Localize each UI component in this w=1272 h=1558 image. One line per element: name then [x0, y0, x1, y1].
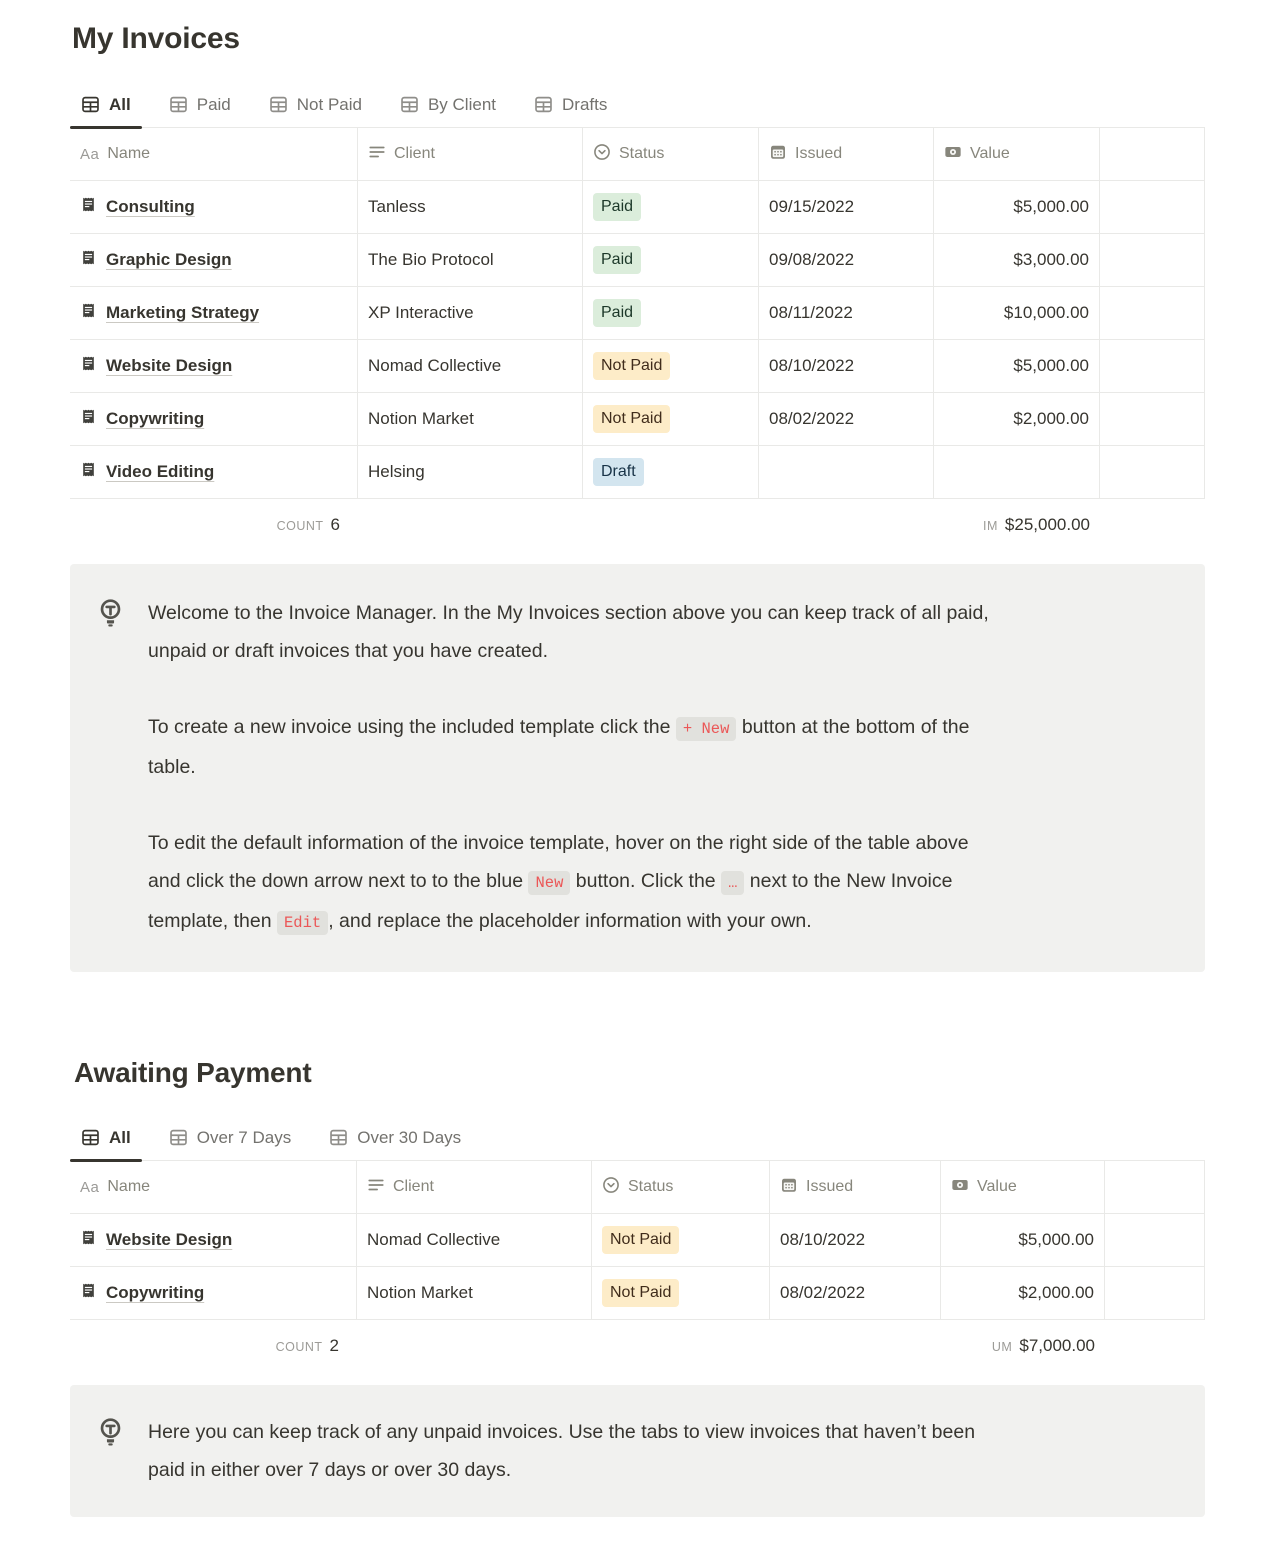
client-cell[interactable]: Nomad Collective	[357, 1214, 592, 1266]
column-header-name[interactable]: Aa Name	[70, 1161, 357, 1213]
callout-text	[148, 594, 998, 942]
value-cell[interactable]: $2,000.00	[934, 393, 1100, 445]
empty-cell[interactable]	[1100, 446, 1205, 498]
status-tag[interactable]: Draft	[593, 458, 644, 486]
invoices-table	[70, 128, 1205, 551]
welcome-callout	[70, 564, 1205, 972]
table-view-icon	[400, 95, 419, 114]
column-header-name[interactable]: Aa Name	[70, 128, 358, 180]
issued-cell[interactable]: 08/11/2022	[759, 287, 934, 339]
client-cell[interactable]: Notion Market	[357, 1267, 592, 1319]
callout-text	[148, 1413, 998, 1489]
status-cell[interactable]	[583, 446, 759, 498]
count-aggregate[interactable]: COUNT 6	[276, 515, 340, 534]
tab-label: Drafts	[562, 94, 608, 114]
status-tag[interactable]: Not Paid	[602, 1279, 679, 1307]
client-cell[interactable]: Nomad Collective	[358, 340, 583, 392]
receipt-icon	[80, 461, 97, 483]
money-property-icon	[951, 1176, 969, 1199]
value-cell[interactable]: $3,000.00	[934, 234, 1100, 286]
column-header-client[interactable]: Client	[358, 128, 583, 180]
lightbulb-icon	[97, 598, 124, 627]
count-aggregate[interactable]: COUNT 2	[275, 1336, 339, 1355]
invoice-page-link[interactable]: Website Design	[106, 1230, 233, 1249]
name-cell[interactable]	[70, 1214, 357, 1266]
empty-cell[interactable]	[1100, 340, 1205, 392]
tab-over-7-days[interactable]	[158, 1115, 302, 1160]
awaiting-table-header	[70, 1161, 1205, 1214]
column-header-status[interactable]: Status	[583, 128, 759, 180]
receipt-icon	[80, 408, 97, 430]
tab-all[interactable]	[70, 82, 142, 127]
column-header-empty[interactable]	[1105, 1161, 1205, 1213]
callout-paragraph: To edit the default information of the invoice template, hover on the right side of the table above and click the down arrow next to to the blue New button. Click the … next to the New Invoice template, then Edit , and replace the placeholder information with your own.	[148, 824, 998, 942]
table-view-icon	[534, 95, 553, 114]
table-view-icon	[169, 95, 188, 114]
receipt-icon	[80, 249, 97, 271]
tab-all[interactable]	[70, 1115, 142, 1160]
issued-cell[interactable]: 08/10/2022	[759, 340, 934, 392]
text-property-icon	[368, 143, 386, 166]
table-row	[70, 340, 1205, 393]
value-cell[interactable]: $2,000.00	[941, 1267, 1105, 1319]
invoice-page-link[interactable]: Graphic Design	[106, 250, 232, 269]
value-cell[interactable]: $10,000.00	[934, 287, 1100, 339]
column-header-issued[interactable]: Issued	[759, 128, 934, 180]
ellipsis-code: …	[721, 871, 744, 895]
receipt-icon	[80, 302, 97, 324]
tab-label: By Client	[427, 94, 496, 114]
tab-by-client[interactable]	[389, 82, 507, 127]
sum-aggregate[interactable]: IM $25,000.00	[983, 515, 1090, 534]
name-cell[interactable]	[70, 340, 358, 392]
receipt-icon	[80, 355, 97, 377]
calendar-property-icon	[769, 143, 787, 166]
status-cell[interactable]	[583, 287, 759, 339]
status-tag[interactable]: Paid	[593, 299, 641, 327]
value-cell[interactable]: $5,000.00	[941, 1214, 1105, 1266]
tab-over-30-days[interactable]	[318, 1115, 472, 1160]
column-header-value[interactable]: Value	[941, 1161, 1105, 1213]
empty-cell[interactable]	[1100, 287, 1205, 339]
status-tag[interactable]: Not Paid	[602, 1226, 679, 1254]
name-cell[interactable]	[70, 234, 358, 286]
invoice-page-link[interactable]: Consulting	[106, 197, 195, 216]
status-cell[interactable]	[583, 234, 759, 286]
column-header-value[interactable]: Value	[934, 128, 1100, 180]
aggregate-row	[70, 1320, 1205, 1372]
table-row	[70, 181, 1205, 234]
table-view-icon	[169, 1128, 188, 1147]
table-row	[70, 287, 1205, 340]
text-property-icon	[367, 1176, 385, 1199]
table-view-icon	[269, 95, 288, 114]
status-cell[interactable]	[583, 393, 759, 445]
issued-cell[interactable]: 09/15/2022	[759, 181, 934, 233]
table-row	[70, 393, 1205, 446]
name-cell[interactable]	[70, 393, 358, 445]
callout-paragraph: Welcome to the Invoice Manager. In the My Invoices section above you can keep track of all paid, unpaid or draft invoices that you have created.	[148, 602, 989, 662]
select-property-icon	[593, 143, 611, 166]
section-title-awaiting-payment: Awaiting Payment	[74, 1057, 312, 1088]
invoice-page-link[interactable]: Marketing Strategy	[106, 303, 260, 322]
client-cell[interactable]: Helsing	[358, 446, 583, 498]
status-tag[interactable]: Not Paid	[593, 405, 670, 433]
client-cell[interactable]: Tanless	[358, 181, 583, 233]
tab-label: All	[109, 1127, 131, 1147]
empty-cell[interactable]	[1105, 1267, 1205, 1319]
awaiting-callout	[70, 1385, 1205, 1517]
value-cell[interactable]: $5,000.00	[934, 340, 1100, 392]
awaiting-table	[70, 1161, 1205, 1372]
value-cell[interactable]	[934, 446, 1100, 498]
name-cell[interactable]	[70, 181, 358, 233]
tab-paid[interactable]	[158, 82, 242, 127]
name-cell[interactable]	[70, 446, 358, 498]
tab-label: Over 30 Days	[357, 1127, 462, 1147]
lightbulb-icon	[97, 1417, 124, 1446]
receipt-icon	[80, 1282, 97, 1304]
status-cell[interactable]	[592, 1214, 770, 1266]
table-view-icon	[81, 95, 100, 114]
issued-cell[interactable]: 09/08/2022	[759, 234, 934, 286]
empty-cell[interactable]	[1100, 393, 1205, 445]
sum-aggregate[interactable]: UM $7,000.00	[991, 1336, 1095, 1355]
awaiting-view-tabs	[70, 1115, 1205, 1161]
name-cell[interactable]	[70, 1267, 357, 1319]
invoice-page-link[interactable]: Copywriting	[106, 1283, 205, 1302]
tab-label: Over 7 Days	[196, 1127, 292, 1147]
column-header-status[interactable]: Status	[592, 1161, 770, 1213]
name-cell[interactable]	[70, 287, 358, 339]
value-cell[interactable]: $5,000.00	[934, 181, 1100, 233]
table-view-icon	[81, 1128, 100, 1147]
status-cell[interactable]	[583, 181, 759, 233]
select-property-icon	[602, 1176, 620, 1199]
tab-label: Not Paid	[296, 94, 362, 114]
invoice-page-link[interactable]: Copywriting	[106, 409, 205, 428]
money-property-icon	[944, 143, 962, 166]
empty-cell[interactable]	[1100, 181, 1205, 233]
status-cell[interactable]	[592, 1267, 770, 1319]
issued-cell[interactable]	[759, 446, 934, 498]
status-tag[interactable]: Paid	[593, 193, 641, 221]
table-row	[70, 234, 1205, 287]
title-property-icon: Aa	[80, 1178, 100, 1196]
aggregate-row	[70, 499, 1205, 551]
column-header-issued[interactable]: Issued	[770, 1161, 941, 1213]
empty-cell[interactable]	[1100, 234, 1205, 286]
edit-code: Edit	[277, 911, 328, 935]
page-title: My Invoices	[72, 22, 240, 55]
invoice-page-link[interactable]: Video Editing	[106, 462, 215, 481]
issued-cell[interactable]: 08/02/2022	[770, 1267, 941, 1319]
issued-cell[interactable]: 08/10/2022	[770, 1214, 941, 1266]
client-cell[interactable]: The Bio Protocol	[358, 234, 583, 286]
tab-drafts[interactable]	[523, 82, 618, 127]
table-row	[70, 446, 1205, 499]
title-property-icon: Aa	[80, 145, 100, 163]
new-button-code: + New	[676, 717, 737, 741]
invoices-table-header	[70, 128, 1205, 181]
table-row	[70, 1214, 1205, 1267]
invoice-page-link[interactable]: Website Design	[106, 356, 233, 375]
table-row	[70, 1267, 1205, 1320]
receipt-icon	[80, 1229, 97, 1251]
column-header-client[interactable]: Client	[357, 1161, 592, 1213]
callout-paragraph: Here you can keep track of any unpaid invoices. Use the tabs to view invoices that haven’t been paid in either over 7 days or over 30 days.	[148, 1421, 976, 1481]
table-view-icon	[329, 1128, 348, 1147]
tab-not-paid[interactable]	[258, 82, 373, 127]
status-tag[interactable]: Paid	[593, 246, 641, 274]
issued-cell[interactable]: 08/02/2022	[759, 393, 934, 445]
status-cell[interactable]	[583, 340, 759, 392]
tab-label: All	[109, 94, 131, 114]
column-header-empty[interactable]	[1100, 128, 1205, 180]
calendar-property-icon	[780, 1176, 798, 1199]
empty-cell[interactable]	[1105, 1214, 1205, 1266]
receipt-icon	[80, 196, 97, 218]
invoices-view-tabs	[70, 82, 1205, 128]
status-tag[interactable]: Not Paid	[593, 352, 670, 380]
new-code: New	[528, 871, 570, 895]
callout-paragraph: To create a new invoice using the included template click the + New button at the bottom of the table.	[148, 716, 970, 778]
client-cell[interactable]: XP Interactive	[358, 287, 583, 339]
client-cell[interactable]: Notion Market	[358, 393, 583, 445]
tab-label: Paid	[196, 94, 231, 114]
